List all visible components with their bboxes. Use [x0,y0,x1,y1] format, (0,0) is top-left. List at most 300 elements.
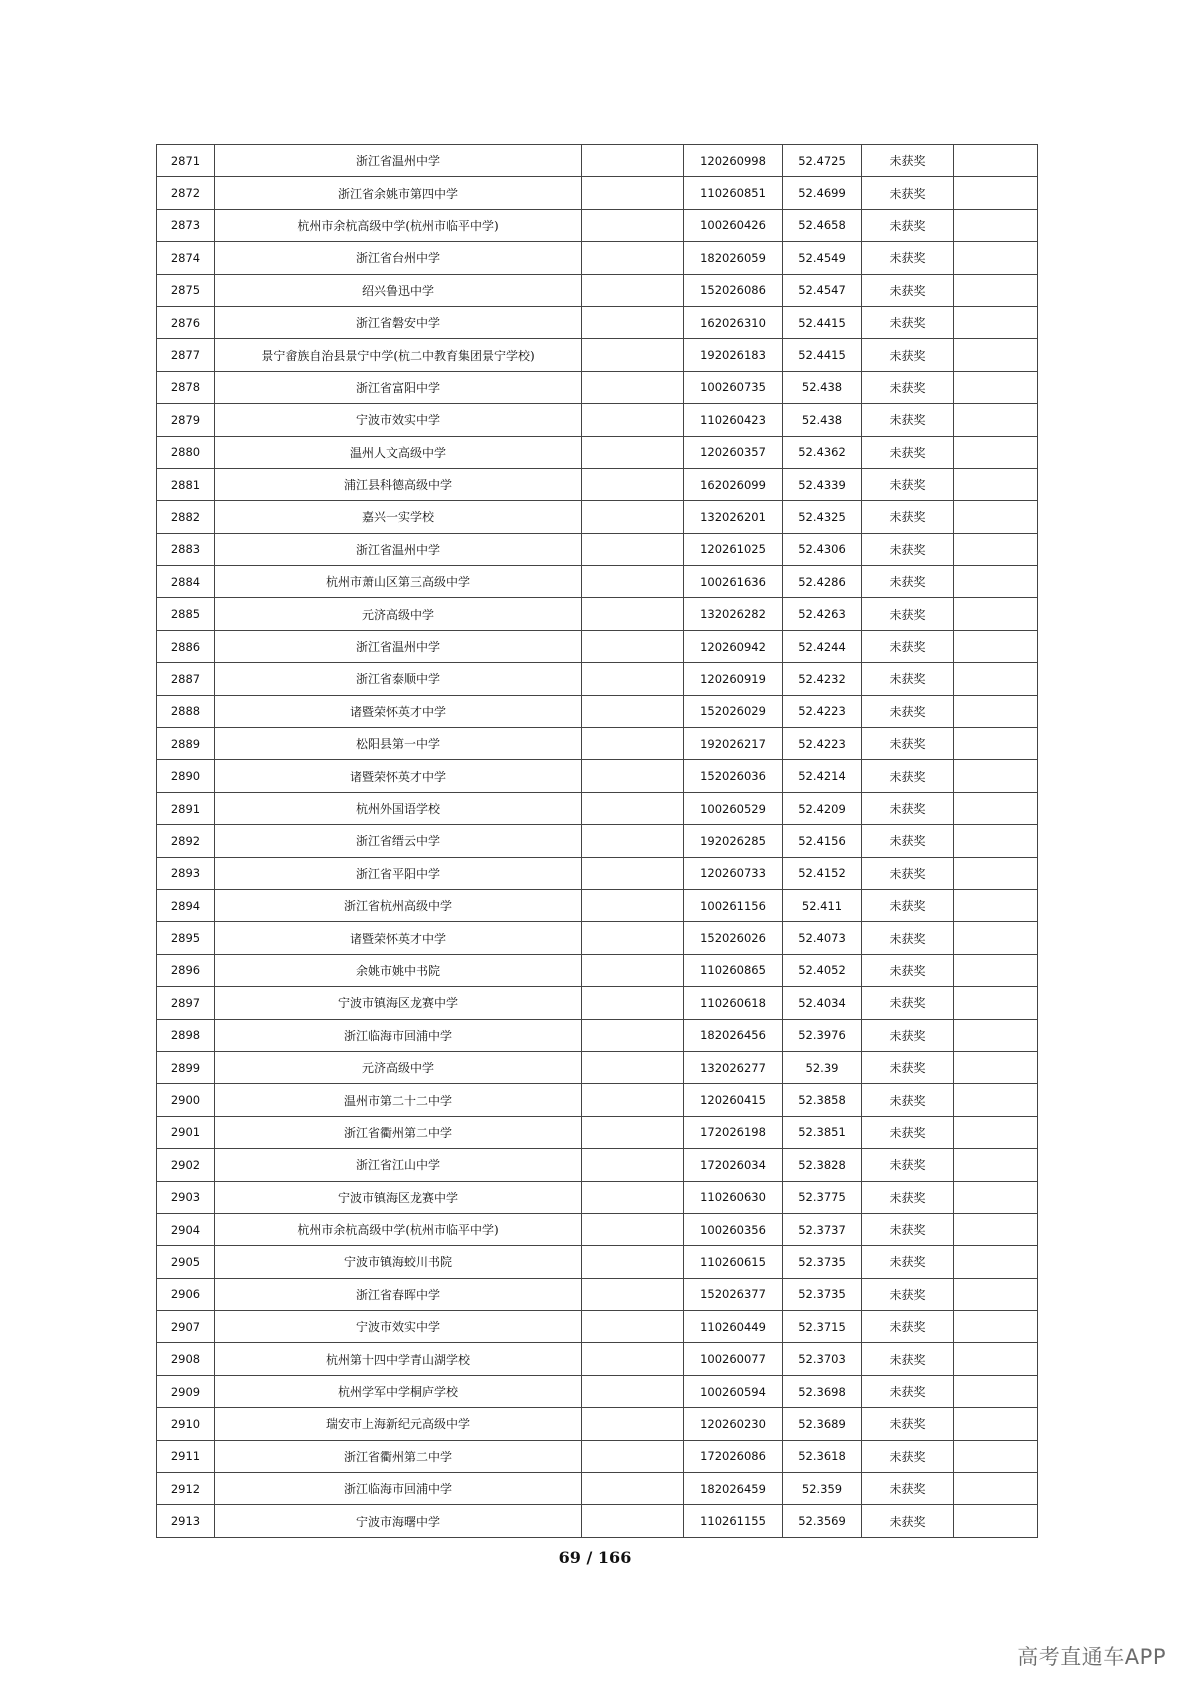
award-cell: 未获奖 [862,598,954,630]
rank-cell: 2889 [157,728,215,760]
rank-cell: 2884 [157,566,215,598]
score-cell: 52.4658 [783,209,862,241]
school-cell: 宁波市海曙中学 [215,1505,582,1537]
rank-cell: 2874 [157,242,215,274]
note-cell [954,1213,1038,1245]
school-cell: 宁波市效实中学 [215,1311,582,1343]
id-cell: 152026086 [684,274,783,306]
school-cell: 杭州外国语学校 [215,792,582,824]
school-cell: 瑞安市上海新纪元高级中学 [215,1408,582,1440]
rank-cell: 2887 [157,663,215,695]
id-cell: 120260230 [684,1408,783,1440]
id-cell: 100260594 [684,1375,783,1407]
empty-cell [582,1116,684,1148]
empty-cell [582,857,684,889]
empty-cell [582,468,684,500]
note-cell [954,954,1038,986]
table-row [157,242,1038,274]
note-cell [954,371,1038,403]
score-cell: 52.4214 [783,760,862,792]
note-cell [954,1181,1038,1213]
award-cell: 未获奖 [862,242,954,274]
rank-cell: 2891 [157,792,215,824]
school-cell: 绍兴鲁迅中学 [215,274,582,306]
empty-cell [582,630,684,662]
school-cell: 浦江县科德高级中学 [215,468,582,500]
table-row [157,728,1038,760]
award-cell: 未获奖 [862,501,954,533]
note-cell [954,987,1038,1019]
id-cell: 172026034 [684,1149,783,1181]
school-cell: 浙江省衢州第二中学 [215,1440,582,1472]
school-cell: 浙江省余姚市第四中学 [215,177,582,209]
results-table [156,144,1038,1538]
table-row [157,566,1038,598]
table-row [157,371,1038,403]
score-cell: 52.4152 [783,857,862,889]
table-row [157,145,1038,177]
award-cell: 未获奖 [862,1019,954,1051]
table-row [157,954,1038,986]
award-cell: 未获奖 [862,1343,954,1375]
school-cell: 浙江省缙云中学 [215,825,582,857]
score-cell: 52.4725 [783,145,862,177]
award-cell: 未获奖 [862,760,954,792]
empty-cell [582,1408,684,1440]
score-cell: 52.4699 [783,177,862,209]
note-cell [954,1278,1038,1310]
note-cell [954,404,1038,436]
score-cell: 52.3703 [783,1343,862,1375]
empty-cell [582,533,684,565]
table-row [157,404,1038,436]
empty-cell [582,1278,684,1310]
id-cell: 132026201 [684,501,783,533]
table-row [157,274,1038,306]
score-cell: 52.3735 [783,1246,862,1278]
empty-cell [582,954,684,986]
empty-cell [582,825,684,857]
table-row [157,1246,1038,1278]
award-cell: 未获奖 [862,630,954,662]
school-cell: 浙江省台州中学 [215,242,582,274]
school-cell: 浙江省温州中学 [215,145,582,177]
table-row [157,1116,1038,1148]
rank-cell: 2904 [157,1213,215,1245]
empty-cell [582,274,684,306]
empty-cell [582,1149,684,1181]
id-cell: 110260618 [684,987,783,1019]
school-cell: 宁波市镇海蛟川书院 [215,1246,582,1278]
empty-cell [582,306,684,338]
table-row [157,695,1038,727]
award-cell: 未获奖 [862,468,954,500]
table-row [157,468,1038,500]
note-cell [954,792,1038,824]
id-cell: 100261156 [684,889,783,921]
award-cell: 未获奖 [862,1213,954,1245]
school-cell: 元济高级中学 [215,1051,582,1083]
note-cell [954,145,1038,177]
award-cell: 未获奖 [862,145,954,177]
score-cell: 52.4223 [783,695,862,727]
score-cell: 52.4209 [783,792,862,824]
id-cell: 120260942 [684,630,783,662]
table-row [157,857,1038,889]
empty-cell [582,145,684,177]
award-cell: 未获奖 [862,825,954,857]
empty-cell [582,1440,684,1472]
score-cell: 52.3828 [783,1149,862,1181]
note-cell [954,1375,1038,1407]
rank-cell: 2896 [157,954,215,986]
award-cell: 未获奖 [862,1181,954,1213]
school-cell: 诸暨荣怀英才中学 [215,760,582,792]
school-cell: 浙江省温州中学 [215,533,582,565]
watermark: 高考直通车APP [1017,1645,1166,1669]
award-cell: 未获奖 [862,1084,954,1116]
score-cell: 52.3976 [783,1019,862,1051]
id-cell: 110260449 [684,1311,783,1343]
school-cell: 景宁畲族自治县景宁中学(杭二中教育集团景宁学校) [215,339,582,371]
award-cell: 未获奖 [862,792,954,824]
note-cell [954,728,1038,760]
rank-cell: 2872 [157,177,215,209]
award-cell: 未获奖 [862,566,954,598]
table-row [157,1213,1038,1245]
empty-cell [582,1181,684,1213]
school-cell: 浙江省江山中学 [215,1149,582,1181]
id-cell: 120260357 [684,436,783,468]
score-cell: 52.4263 [783,598,862,630]
rank-cell: 2875 [157,274,215,306]
note-cell [954,1440,1038,1472]
score-cell: 52.4223 [783,728,862,760]
empty-cell [582,695,684,727]
school-cell: 浙江省杭州高级中学 [215,889,582,921]
empty-cell [582,1343,684,1375]
rank-cell: 2913 [157,1505,215,1537]
rank-cell: 2878 [157,371,215,403]
award-cell: 未获奖 [862,274,954,306]
note-cell [954,306,1038,338]
rank-cell: 2907 [157,1311,215,1343]
school-cell: 杭州市萧山区第三高级中学 [215,566,582,598]
score-cell: 52.3735 [783,1278,862,1310]
table-row [157,1149,1038,1181]
table-row [157,1051,1038,1083]
id-cell: 162026099 [684,468,783,500]
school-cell: 浙江省平阳中学 [215,857,582,889]
empty-cell [582,760,684,792]
results-table-body [157,145,1038,1538]
score-cell: 52.4549 [783,242,862,274]
rank-cell: 2906 [157,1278,215,1310]
score-cell: 52.411 [783,889,862,921]
empty-cell [582,1051,684,1083]
id-cell: 132026277 [684,1051,783,1083]
rank-cell: 2909 [157,1375,215,1407]
id-cell: 152026026 [684,922,783,954]
award-cell: 未获奖 [862,209,954,241]
empty-cell [582,242,684,274]
school-cell: 余姚市姚中书院 [215,954,582,986]
award-cell: 未获奖 [862,922,954,954]
table-row [157,760,1038,792]
empty-cell [582,922,684,954]
table-row [157,1311,1038,1343]
award-cell: 未获奖 [862,371,954,403]
school-cell: 宁波市镇海区龙赛中学 [215,1181,582,1213]
empty-cell [582,436,684,468]
empty-cell [582,1473,684,1505]
id-cell: 120260415 [684,1084,783,1116]
table-row [157,598,1038,630]
school-cell: 浙江省磐安中学 [215,306,582,338]
table-row [157,339,1038,371]
id-cell: 152026029 [684,695,783,727]
rank-cell: 2905 [157,1246,215,1278]
award-cell: 未获奖 [862,954,954,986]
id-cell: 182026059 [684,242,783,274]
school-cell: 松阳县第一中学 [215,728,582,760]
note-cell [954,663,1038,695]
award-cell: 未获奖 [862,889,954,921]
empty-cell [582,404,684,436]
note-cell [954,1246,1038,1278]
note-cell [954,1408,1038,1440]
score-cell: 52.4306 [783,533,862,565]
rank-cell: 2882 [157,501,215,533]
empty-cell [582,371,684,403]
score-cell: 52.4362 [783,436,862,468]
empty-cell [582,663,684,695]
school-cell: 温州市第二十二中学 [215,1084,582,1116]
school-cell: 元济高级中学 [215,598,582,630]
table-row [157,825,1038,857]
school-cell: 温州人文高级中学 [215,436,582,468]
award-cell: 未获奖 [862,1408,954,1440]
empty-cell [582,177,684,209]
id-cell: 120260998 [684,145,783,177]
note-cell [954,1473,1038,1505]
award-cell: 未获奖 [862,1149,954,1181]
score-cell: 52.3775 [783,1181,862,1213]
empty-cell [582,1505,684,1537]
note-cell [954,436,1038,468]
table-row [157,1084,1038,1116]
rank-cell: 2881 [157,468,215,500]
id-cell: 100261636 [684,566,783,598]
id-cell: 120260733 [684,857,783,889]
rank-cell: 2895 [157,922,215,954]
id-cell: 110260423 [684,404,783,436]
school-cell: 浙江临海市回浦中学 [215,1019,582,1051]
score-cell: 52.4325 [783,501,862,533]
school-cell: 浙江省温州中学 [215,630,582,662]
table-row [157,889,1038,921]
note-cell [954,242,1038,274]
table-row [157,630,1038,662]
note-cell [954,1311,1038,1343]
id-cell: 132026282 [684,598,783,630]
score-cell: 52.4547 [783,274,862,306]
rank-cell: 2910 [157,1408,215,1440]
empty-cell [582,792,684,824]
table-row [157,533,1038,565]
note-cell [954,1116,1038,1148]
empty-cell [582,1084,684,1116]
empty-cell [582,889,684,921]
table-row [157,209,1038,241]
rank-cell: 2873 [157,209,215,241]
award-cell: 未获奖 [862,339,954,371]
score-cell: 52.4339 [783,468,862,500]
rank-cell: 2900 [157,1084,215,1116]
award-cell: 未获奖 [862,436,954,468]
score-cell: 52.3618 [783,1440,862,1472]
rank-cell: 2903 [157,1181,215,1213]
empty-cell [582,339,684,371]
id-cell: 100260529 [684,792,783,824]
empty-cell [582,209,684,241]
note-cell [954,1084,1038,1116]
school-cell: 宁波市镇海区龙赛中学 [215,987,582,1019]
id-cell: 152026377 [684,1278,783,1310]
id-cell: 100260735 [684,371,783,403]
rank-cell: 2877 [157,339,215,371]
id-cell: 100260426 [684,209,783,241]
id-cell: 172026198 [684,1116,783,1148]
rank-cell: 2886 [157,630,215,662]
note-cell [954,1343,1038,1375]
id-cell: 110260630 [684,1181,783,1213]
rank-cell: 2902 [157,1149,215,1181]
rank-cell: 2897 [157,987,215,1019]
empty-cell [582,728,684,760]
id-cell: 172026086 [684,1440,783,1472]
note-cell [954,1019,1038,1051]
school-cell: 浙江省泰顺中学 [215,663,582,695]
table-row [157,306,1038,338]
rank-cell: 2911 [157,1440,215,1472]
table-row [157,1408,1038,1440]
table-row [157,1473,1038,1505]
school-cell: 诸暨荣怀英才中学 [215,695,582,727]
id-cell: 100260077 [684,1343,783,1375]
note-cell [954,857,1038,889]
award-cell: 未获奖 [862,306,954,338]
score-cell: 52.438 [783,371,862,403]
school-cell: 浙江省衢州第二中学 [215,1116,582,1148]
empty-cell [582,1375,684,1407]
id-cell: 192026183 [684,339,783,371]
id-cell: 182026459 [684,1473,783,1505]
table-row [157,922,1038,954]
note-cell [954,922,1038,954]
school-cell: 杭州学军中学桐庐学校 [215,1375,582,1407]
rank-cell: 2893 [157,857,215,889]
rank-cell: 2912 [157,1473,215,1505]
table-row [157,177,1038,209]
score-cell: 52.3851 [783,1116,862,1148]
id-cell: 120261025 [684,533,783,565]
school-cell: 杭州市余杭高级中学(杭州市临平中学) [215,1213,582,1245]
score-cell: 52.4286 [783,566,862,598]
award-cell: 未获奖 [862,1505,954,1537]
school-cell: 杭州市余杭高级中学(杭州市临平中学) [215,209,582,241]
award-cell: 未获奖 [862,857,954,889]
id-cell: 110260851 [684,177,783,209]
school-cell: 浙江省春晖中学 [215,1278,582,1310]
school-cell: 浙江临海市回浦中学 [215,1473,582,1505]
score-cell: 52.4232 [783,663,862,695]
school-cell: 杭州第十四中学青山湖学校 [215,1343,582,1375]
note-cell [954,630,1038,662]
table-row [157,792,1038,824]
note-cell [954,566,1038,598]
award-cell: 未获奖 [862,533,954,565]
id-cell: 110260615 [684,1246,783,1278]
note-cell [954,889,1038,921]
note-cell [954,825,1038,857]
table-row [157,1343,1038,1375]
score-cell: 52.3698 [783,1375,862,1407]
note-cell [954,533,1038,565]
empty-cell [582,1311,684,1343]
rank-cell: 2892 [157,825,215,857]
rank-cell: 2885 [157,598,215,630]
table-row [157,1505,1038,1537]
id-cell: 100260356 [684,1213,783,1245]
id-cell: 192026285 [684,825,783,857]
note-cell [954,1149,1038,1181]
score-cell: 52.4244 [783,630,862,662]
rank-cell: 2899 [157,1051,215,1083]
note-cell [954,1505,1038,1537]
score-cell: 52.3858 [783,1084,862,1116]
rank-cell: 2890 [157,760,215,792]
note-cell [954,177,1038,209]
award-cell: 未获奖 [862,1473,954,1505]
rank-cell: 2908 [157,1343,215,1375]
score-cell: 52.3715 [783,1311,862,1343]
id-cell: 182026456 [684,1019,783,1051]
award-cell: 未获奖 [862,1116,954,1148]
award-cell: 未获奖 [862,987,954,1019]
id-cell: 152026036 [684,760,783,792]
award-cell: 未获奖 [862,177,954,209]
score-cell: 52.4415 [783,339,862,371]
note-cell [954,1051,1038,1083]
school-cell: 诸暨荣怀英才中学 [215,922,582,954]
score-cell: 52.4034 [783,987,862,1019]
rank-cell: 2898 [157,1019,215,1051]
id-cell: 192026217 [684,728,783,760]
note-cell [954,760,1038,792]
award-cell: 未获奖 [862,404,954,436]
table-row [157,501,1038,533]
rank-cell: 2880 [157,436,215,468]
rank-cell: 2876 [157,306,215,338]
table-row [157,1019,1038,1051]
award-cell: 未获奖 [862,1440,954,1472]
score-cell: 52.3569 [783,1505,862,1537]
award-cell: 未获奖 [862,1051,954,1083]
rank-cell: 2888 [157,695,215,727]
note-cell [954,209,1038,241]
id-cell: 110260865 [684,954,783,986]
